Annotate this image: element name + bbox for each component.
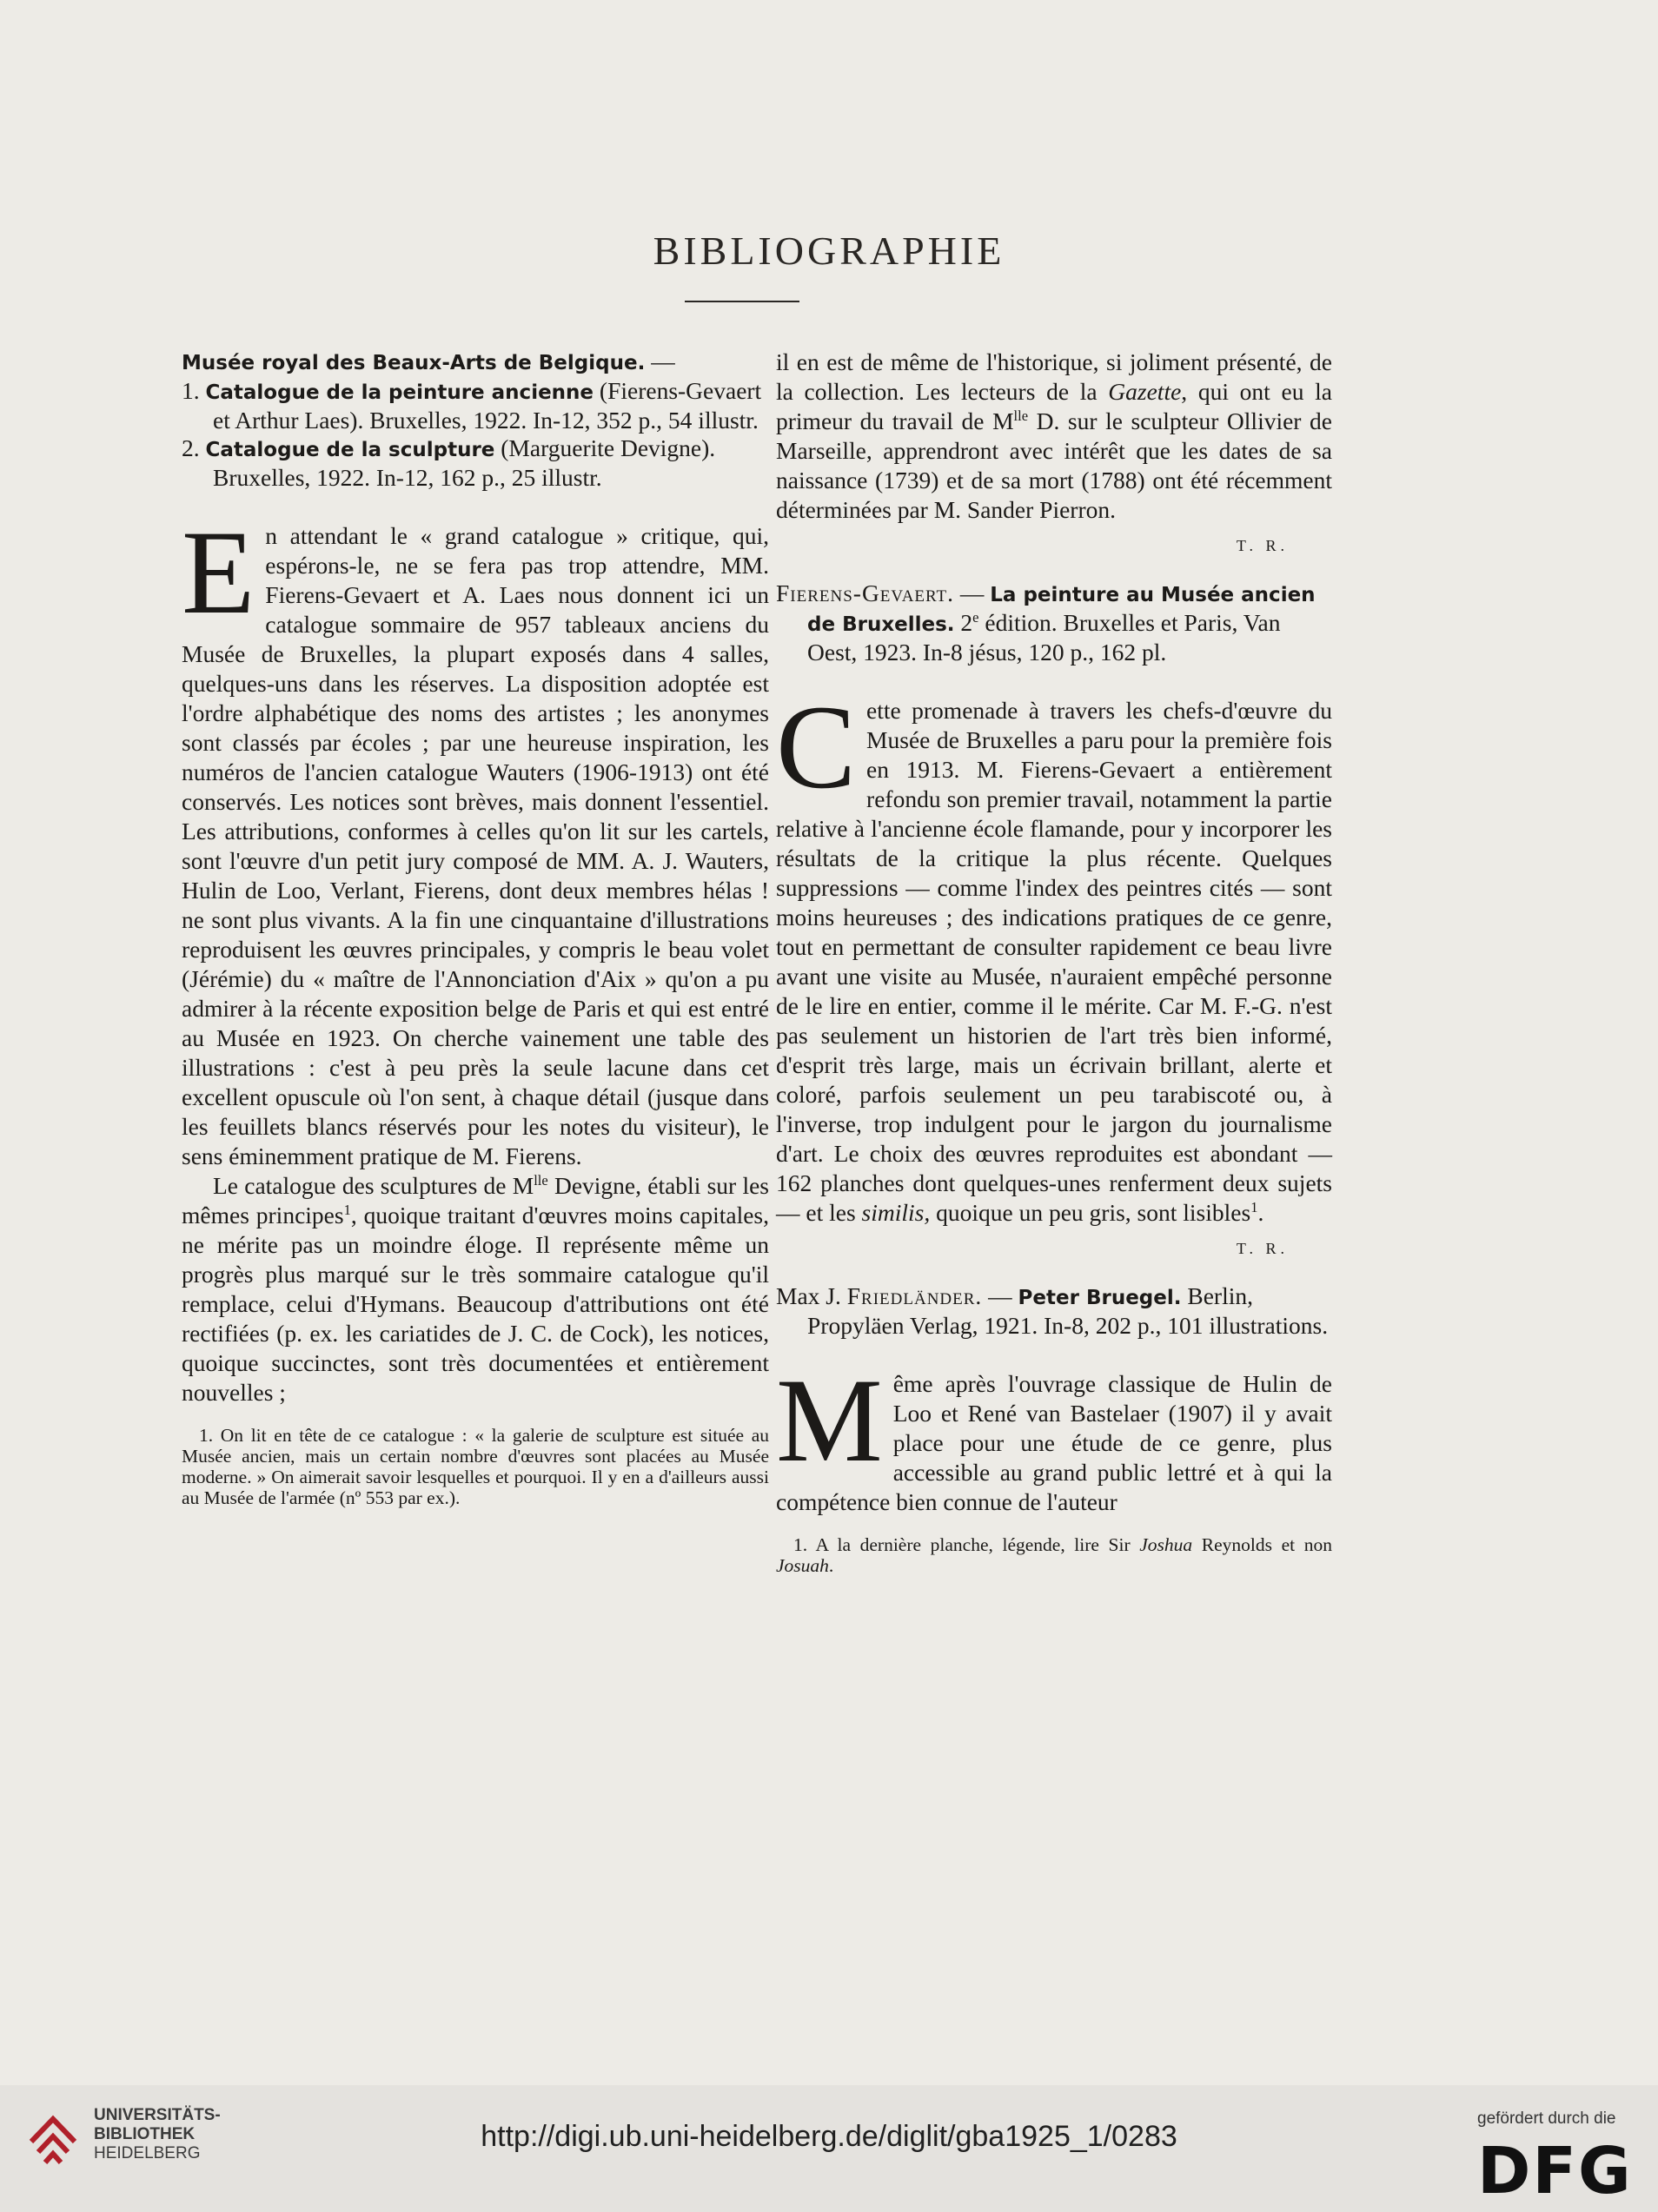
reference-heading-bold: Musée royal des Beaux-Arts de Belgique. bbox=[182, 352, 646, 374]
reference-author: Friedländer. bbox=[846, 1282, 983, 1309]
bibliographic-reference bbox=[776, 579, 1332, 666]
review-paragraph bbox=[182, 506, 769, 1171]
reviewer-signature: T. R. bbox=[1236, 1240, 1289, 1257]
reference-item-title: Catalogue de la sculpture bbox=[205, 439, 495, 461]
paragraph-text: , qui ont eu la primeur du travail de M bbox=[776, 378, 1332, 434]
reference-heading-tail: — bbox=[645, 348, 675, 374]
reference-heading bbox=[182, 348, 769, 377]
left-column bbox=[182, 348, 769, 1508]
superscript: lle bbox=[534, 1171, 548, 1189]
superscript: lle bbox=[1013, 407, 1029, 424]
footnote-text: On lit en tête de ce catalogue : « la galerie de sculpture est située au Musée ancien, mais un certain nombre d'œuvres sont placées au Musée moderne. » On aimerait savoir lesquelles et pourquoi. Il y en a d'ailleurs aussi au Musée de l'armée (nº 553 par ex.). bbox=[182, 1425, 769, 1508]
paragraph-text: ême après l'ouvrage classique de Hulin de Loo et René van Bastelaer (1907) il y avait place pour une étude de ce genre, plus accessible au grand public lettré et à qui la compétence bien connue de l'auteur bbox=[776, 1370, 1332, 1515]
permalink-url[interactable]: http://digi.ub.uni-heidelberg.de/diglit/gba1925_1/0283 bbox=[481, 2120, 1177, 2153]
italic-text: Josuah bbox=[776, 1555, 829, 1576]
drop-cap: M bbox=[776, 1354, 883, 1487]
italic-text: similis, bbox=[861, 1199, 931, 1226]
italic-text: Joshua bbox=[1139, 1534, 1193, 1555]
title-divider bbox=[685, 301, 799, 302]
paragraph-text: Devigne, établi sur les mêmes principes bbox=[182, 1172, 769, 1229]
italic-text: Gazette bbox=[1108, 378, 1182, 405]
paragraph-text: D. sur le sculpteur Ollivier de Marseille, apprendront avec intérêt que les dates de sa naissance (1739) et de sa mort (1788) ont été récemment déterminées par M. Sander Pierron. bbox=[776, 407, 1333, 523]
reviewer-signature: T. R. bbox=[1236, 537, 1289, 554]
bibliographic-reference bbox=[776, 1282, 1332, 1340]
reference-item-1 bbox=[182, 377, 769, 434]
footnote bbox=[776, 1534, 1332, 1576]
footnote-text: . bbox=[828, 1555, 834, 1576]
reference-edition: 2 bbox=[954, 609, 973, 636]
footnote-number: 1. bbox=[793, 1534, 808, 1555]
footnote-marker: 1 bbox=[1250, 1198, 1258, 1215]
dash: — bbox=[954, 579, 991, 606]
reference-item-num: 1. bbox=[182, 377, 200, 404]
footnote-text: Reynolds et non bbox=[1192, 1534, 1332, 1555]
paragraph-text: quoique un peu gris, sont lisibles bbox=[930, 1199, 1251, 1226]
bibliographic-reference bbox=[182, 348, 769, 492]
reference-details: édition. Bruxelles et Paris, Van Oest, 1923. In-8 jésus, 120 p., 162 pl. bbox=[807, 609, 1281, 666]
review-paragraph bbox=[776, 1354, 1332, 1517]
library-name-line: BIBLIOTHEK bbox=[94, 2125, 196, 2143]
footnote-marker: 1 bbox=[343, 1201, 351, 1218]
reference-title: La peinture au Musée ancien de Bruxelles. bbox=[807, 584, 1316, 636]
review-paragraph bbox=[182, 1171, 769, 1407]
footnote-text: A la dernière planche, légende, lire Sir bbox=[815, 1534, 1140, 1555]
reference-author: Fierens-Gevaert. bbox=[776, 579, 955, 606]
paragraph-text: . bbox=[1257, 1199, 1264, 1226]
reference-author: Max J. bbox=[776, 1282, 847, 1309]
page-title: BIBLIOGRAPHIE bbox=[653, 228, 1005, 273]
library-name-line: UNIVERSITÄTS- bbox=[94, 2106, 221, 2124]
reference-item-details: (Fierens-Gevaert et Arthur Laes). Bruxelles, 1922. In-12, 352 p., 54 illustr. bbox=[213, 377, 762, 434]
reference-title: Peter Bruegel. bbox=[1018, 1287, 1182, 1309]
paragraph-text: , quoique traitant d'œuvres moins capitales, ne mérite pas un moindre éloge. Il représente même un progrès plus marqué sur le très sommaire catalogue qu'il remplace, celui d'Hymans. Beaucoup d'attributions ont été rectifiées (p. ex. les cariatides de J. C. de Cock), les notices, quoique succinctes, sont très documentées et entièrement nouvelles ; bbox=[182, 1202, 769, 1406]
paragraph-text: Le catalogue des sculptures de M bbox=[213, 1172, 534, 1199]
dfg-logo: DFG bbox=[1477, 2134, 1633, 2209]
dash: — bbox=[982, 1282, 1018, 1309]
drop-cap: C bbox=[776, 680, 857, 813]
library-name-line: HEIDELBERG bbox=[94, 2144, 201, 2162]
reference-details: Berlin, Propyläen Verlag, 1921. In-8, 202 p., 101 illustrations. bbox=[807, 1282, 1329, 1339]
footnote bbox=[182, 1425, 769, 1508]
review-paragraph bbox=[776, 348, 1332, 525]
paragraph-text: ette promenade à travers les chefs-d'œuvre du Musée de Bruxelles a paru pour la première fois en 1913. M. Fierens-Gevaert a entièrement refondu son premier travail, notamment la partie relative à l'ancienne école flamande, pour y incorporer les résultats de la critique la plus récente. Quelques suppressions — comme l'index des peintres cités — sont moins heureuses ; des indications pratiques de ce genre, tout en permettant de consulter rapidement ce beau livre avant une visite au Musée, n'auraient empêché personne de le lire en entier, comme il le mérite. Car M. F.-G. n'est pas seulement un historien de l'art très bien informé, d'esprit très large, mais un écrivain brillant, alerte et coloré, parfois seulement un peu tarabiscoté ou, à l'inverse, trop indulgent pour le jargon du journalisme d'art. Le choix des œuvres reproduites est abondant — 162 planches dont quelques-unes renferment deux sujets — et les bbox=[776, 697, 1332, 1226]
superscript: e bbox=[972, 608, 979, 626]
footnote-number: 1. bbox=[199, 1425, 214, 1446]
review-paragraph bbox=[776, 680, 1332, 1228]
paragraph-text: il en est de même de l'historique, si joliment présenté, de la collection. Les lecteurs de la bbox=[776, 348, 1332, 405]
right-column bbox=[776, 348, 1332, 1576]
funder-label: gefördert durch die bbox=[1477, 2109, 1616, 2128]
reference-item-title: Catalogue de la peinture ancienne bbox=[205, 381, 594, 404]
drop-cap: E bbox=[182, 506, 255, 639]
reference-item-details: (Marguerite Devigne). Bruxelles, 1922. In-12, 162 p., 25 illustr. bbox=[213, 434, 716, 491]
paragraph-text: n attendant le « grand catalogue » critique, qui, espérons-le, ne se fera pas trop attendre, MM. Fierens-Gevaert et A. Laes nous donnent ici un catalogue sommaire de 957 tableaux anciens du Musée de Bruxelles, la plupart exposés dans 4 salles, quelques-uns dans les réserves. La disposition adoptée est l'ordre alphabétique des noms des artistes ; les anonymes sont classés par écoles ; par une heureuse inspiration, les numéros de l'ancien catalogue Wauters (1906-1913) ont été conservés. Les notices sont brèves, mais donnent l'essentiel. Les attributions, conformes à celles qu'on lit sur les cartels, sont l'œuvre d'un petit jury composé de MM. A. J. Wauters, Hulin de Loo, Verlant, Fierens, dont deux membres hélas ! ne sont plus vivants. A la fin une cinquantaine d'illustrations reproduisent les œuvres principales, y compris le beau volet (Jérémie) du « maître de l'Annonciation d'Aix » qu'on a pu admirer à la récente exposition belge de Paris et qui est entré au Musée en 1923. On cherche vainement une table des illustrations : c'est à peu près la seule lacune dans cet excellent opuscule où l'on sent, à chaque détail (jusque dans les feuillets blancs réservés pour les notes du visiteur), le sens éminemment pratique de M. Fierens. bbox=[182, 522, 769, 1169]
reference-item-num: 2. bbox=[182, 434, 200, 461]
reference-item-2 bbox=[182, 434, 769, 492]
